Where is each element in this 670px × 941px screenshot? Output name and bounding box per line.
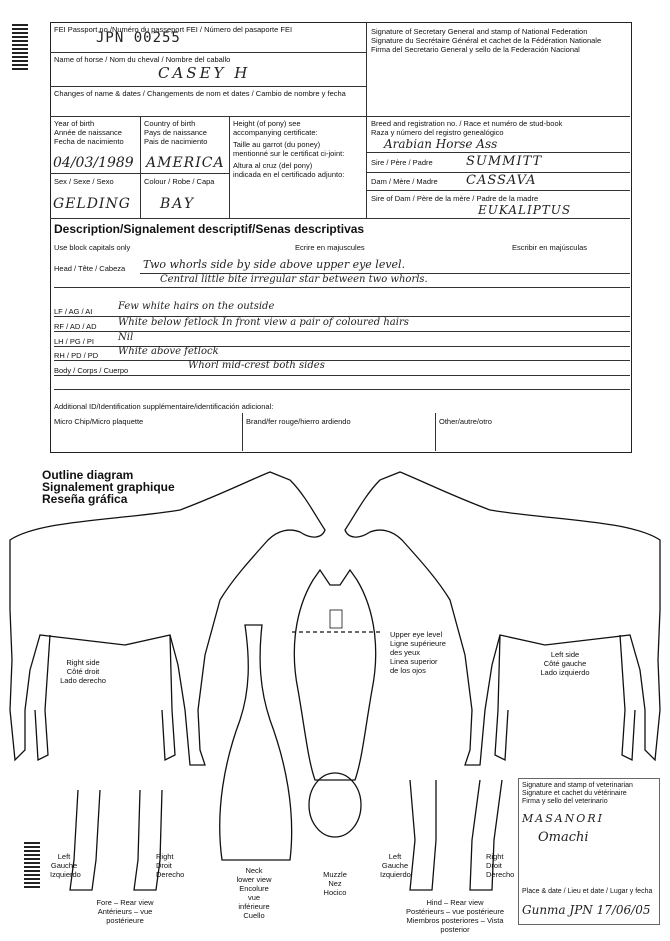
colour-value: BAY xyxy=(160,196,196,212)
sire-label: Sire / Père / Padre xyxy=(371,158,433,167)
head-line-2: Central little bite irregular star between two whorls. xyxy=(160,274,428,285)
right-side-horse xyxy=(10,472,325,765)
fore-rear-view xyxy=(70,790,162,890)
head-front-view xyxy=(294,570,375,780)
dam-value: CASSAVA xyxy=(466,173,537,188)
head-label: Head / Tête / Cabeza xyxy=(54,264,126,273)
sex-value: GELDING xyxy=(53,196,131,212)
scan-barcode-top xyxy=(12,24,28,72)
passport-number: JPN 00255 xyxy=(96,30,181,46)
dam-label: Dam / Mère / Madre xyxy=(371,177,438,186)
muzzle-caption: Muzzle Nez Hocico xyxy=(323,870,347,897)
sire-of-dam-label: Sire of Dam / Père de la mère / Padre de la madre xyxy=(371,194,539,203)
description-title: Description/Signalement descriptif/Senas descriptivas xyxy=(54,222,365,236)
additional-id-label: Additional ID/Identification supplémentaire/identificación adicional: xyxy=(54,402,274,411)
muzzle-view xyxy=(309,773,361,837)
year-of-birth-label: Year of birth Année de naissance Fecha de nacimiento xyxy=(54,119,124,146)
block-capitals-es: Escribir en majúsculas xyxy=(512,243,588,252)
rf-value: White below fetlock In front view a pair of coloured hairs xyxy=(118,317,409,328)
breed-value: Arabian Horse Ass xyxy=(384,137,498,151)
rh-label: RH / PD / PD xyxy=(54,351,99,360)
vet-name-line-2: Omachi xyxy=(538,830,589,845)
passport-label: FEI Passport no./Numéro du passeport FEI / Número del pasaporte FEI xyxy=(54,25,293,34)
lh-label: LH / PG / PI xyxy=(54,337,95,346)
vet-place-date-label: Place & date / Lieu et date / Lugar y fecha xyxy=(522,888,653,895)
rh-value: White above fetlock xyxy=(118,346,219,357)
fore-caption: Fore – Rear view Antérieurs – vue postérieure xyxy=(96,898,154,925)
block-capitals-fr: Ecrire en majuscules xyxy=(295,243,365,252)
sire-value: SUMMITT xyxy=(466,154,543,169)
height-label: Height (of pony) see accompanying certificate: Taille au garrot (du poney) mentionné sur le certificat ci-joint: Altura al cruz (del pony) indicada en el certificado adjunto: xyxy=(233,119,345,179)
year-of-birth-value: 04/03/1989 xyxy=(53,155,134,171)
country-of-birth-label: Country of birth Pays de naissance Pais de nacimiento xyxy=(144,119,208,146)
lf-label: LF / AG / AI xyxy=(54,307,93,316)
brand-label: Brand/fer rouge/hierro ardiendo xyxy=(246,417,351,426)
rf-label: RF / AD / AD xyxy=(54,322,97,331)
body-label: Body / Corps / Cuerpo xyxy=(54,366,129,375)
micro-chip-label: Micro Chip/Micro plaquette xyxy=(54,417,144,426)
neck-lower-view xyxy=(220,625,292,860)
secretary-signature-label: Signature of Secretary General and stamp of National Federation Signature du Secrétaire Général et cachet de la Fédération Nationale Firma del Secretario General y sello de la Federación Nacional xyxy=(371,27,602,54)
fore-left-caption: Left Gauche Izquierdo xyxy=(50,852,81,879)
vet-signature-label: Signature and stamp of veterinarian Signature et cachet du vétérinaire Firma y sello del veterinario xyxy=(522,782,633,805)
body-value: Whorl mid-crest both sides xyxy=(188,360,325,371)
horse-name-value: CASEY H xyxy=(158,64,251,82)
horse-name-label: Name of horse / Nom du cheval / Nombre del caballo xyxy=(54,55,231,64)
lf-value: Few white hairs on the outside xyxy=(118,301,275,312)
upper-eye-caption: Upper eye level Ligne supérieure des yeux Linea superior de los ojos xyxy=(390,630,446,675)
changes-label: Changes of name & dates / Changements de nom et dates / Cambio de nombre y fecha xyxy=(54,89,346,98)
neck-caption: Neck lower view Encolure vue inférieure Cuello xyxy=(236,866,272,920)
left-side-caption: Left side Côté gauche Lado izquierdo xyxy=(540,650,590,677)
breed-label: Breed and registration no. / Race et numéro de stud-book Raza y número del registro genealógico xyxy=(371,119,563,137)
sex-label: Sex / Sexe / Sexo xyxy=(54,177,114,186)
sire-of-dam-value: EUKALIPTUS xyxy=(478,203,572,217)
vet-name-line-1: MASANORI xyxy=(522,812,604,825)
fore-right-caption: Right Droit Derecho xyxy=(156,852,185,879)
hind-caption: Hind – Rear view Postérieurs – vue postérieure Miembros posteriores – Vista posterior xyxy=(406,898,504,934)
left-side-horse xyxy=(345,472,660,765)
hind-right-caption: Right Droit Derecho xyxy=(486,852,515,879)
right-side-caption: Right side Côté droit Lado derecho xyxy=(60,658,106,685)
country-of-birth-value: AMERICA xyxy=(146,155,225,171)
head-line-1: Two whorls side by side above upper eye level. xyxy=(143,258,406,271)
other-id-label: Other/autre/otro xyxy=(439,417,492,426)
block-capitals-en: Use block capitals only xyxy=(54,243,131,252)
lh-value: Nil xyxy=(118,332,134,343)
colour-label: Colour / Robe / Capa xyxy=(144,177,215,186)
vet-place-date-value: Gunma JPN 17/06/05 xyxy=(522,903,651,917)
hind-left-caption: Left Gauche Izquierdo xyxy=(380,852,411,879)
outline-title: Outline diagram Signalement graphique Reseña gráfica xyxy=(42,468,175,506)
